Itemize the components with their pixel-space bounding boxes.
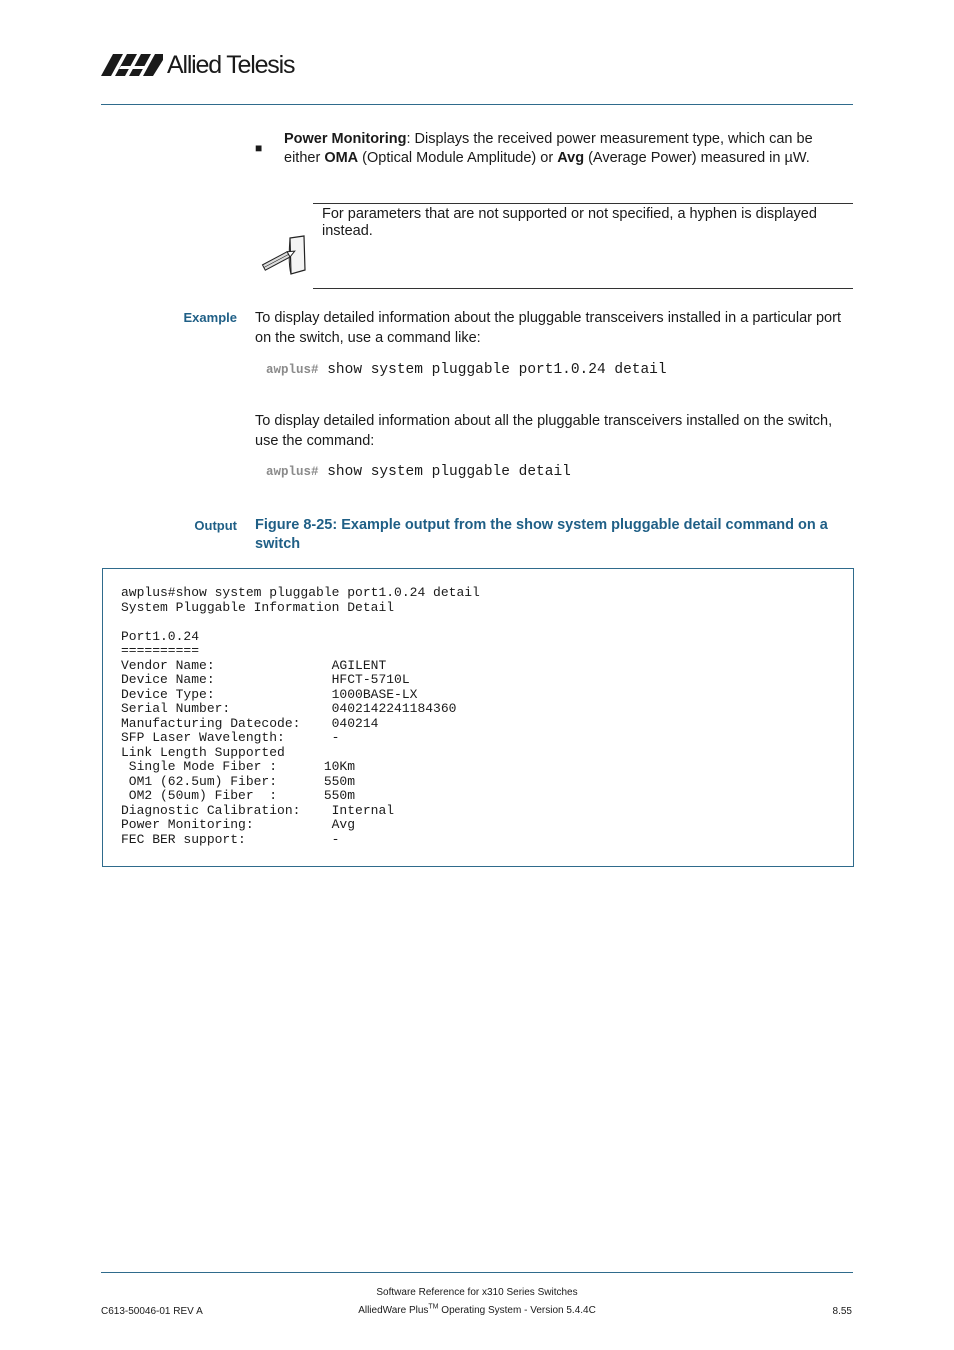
- output-line: Device Type: 1000BASE-LX: [121, 686, 418, 702]
- logo-text: Allied Telesis: [167, 51, 295, 79]
- footer-os-prefix: AlliedWare Plus: [358, 1305, 429, 1316]
- bullet-text-b: (Optical Module Amplitude) or: [358, 150, 558, 166]
- output-line: [121, 615, 480, 630]
- company-logo: [101, 50, 294, 80]
- footer-title: Software Reference for x310 Series Switches: [376, 1287, 578, 1298]
- footer-os-tm: TM: [428, 1303, 439, 1311]
- output-line: awplus#show system pluggable port1.0.24 detail: [121, 585, 480, 600]
- output-line: OM1 (62.5um) Fiber: 550m: [121, 773, 356, 789]
- example-paragraph-2: To display detailed information about all the pluggable transceivers installed on the switch, use the command:: [255, 413, 833, 449]
- output-line: Manufacturing Datecode: 040214: [121, 715, 379, 731]
- header-divider: [101, 104, 853, 105]
- output-line: SFP Laser Wavelength: -: [121, 730, 340, 745]
- output-line: Diagnostic Calibration: Internal: [121, 802, 395, 818]
- note-text: For parameters that are not supported or not specified, a hyphen is displayed instead.: [322, 206, 817, 239]
- output-line: Serial Number: 0402142241184360: [121, 701, 457, 716]
- command-text: show system pluggable detail: [327, 464, 571, 480]
- output-line: Single Mode Fiber : 10Km: [121, 759, 356, 774]
- footer-os-suffix: Operating System - Version 5.4.4C: [438, 1305, 596, 1316]
- output-line: OM2 (50um) Fiber : 550m: [121, 788, 356, 803]
- output-label: Output: [194, 518, 237, 533]
- bullet-text-a: : Displays the received power measurement type, which can be either: [284, 131, 813, 166]
- output-line: FEC BER support: -: [121, 831, 340, 847]
- output-line: Device Name: HFCT-5710L: [121, 672, 410, 687]
- bullet-text-c: (Average Power) measured in µW.: [584, 150, 810, 166]
- figure-caption: Figure 8-25: Example output from the show system pluggable detail command on a switch: [255, 517, 828, 552]
- output-box: [102, 568, 854, 867]
- command-example-2: [266, 463, 571, 481]
- bullet-term: Power Monitoring: [284, 131, 407, 147]
- power-monitoring-bullet: [284, 130, 844, 168]
- note-bottom-rule: [313, 288, 853, 289]
- command-example-1: [266, 361, 667, 379]
- output-text: [121, 586, 480, 847]
- command-text: show system pluggable port1.0.24 detail: [327, 362, 667, 378]
- output-line: ==========: [121, 643, 200, 658]
- cli-prompt: awplus#: [266, 465, 319, 479]
- cli-prompt: awplus#: [266, 363, 319, 377]
- example-label: Example: [183, 310, 237, 325]
- output-line: Power Monitoring: Avg: [121, 817, 356, 832]
- output-line: Port1.0.24: [121, 628, 200, 644]
- allied-telesis-logo-mark: [101, 54, 163, 76]
- note-top-rule: [313, 203, 853, 204]
- output-line: System Pluggable Information Detail: [121, 599, 395, 615]
- bullet-marker: ■: [255, 141, 263, 155]
- output-line: Vendor Name: AGILENT: [121, 657, 387, 673]
- bullet-oma: OMA: [324, 150, 359, 166]
- footer-page-number: 8.55: [832, 1306, 852, 1317]
- footer-divider: [101, 1272, 853, 1273]
- output-line: Link Length Supported: [121, 744, 285, 760]
- example-paragraph-1: To display detailed information about the pluggable transceivers installed in a particular port on the switch, use a command like:: [255, 310, 841, 346]
- footer-doc-id: C613-50046-01 REV A: [101, 1306, 203, 1317]
- bullet-avg: Avg: [557, 150, 585, 166]
- note-pencil-icon: [260, 234, 308, 281]
